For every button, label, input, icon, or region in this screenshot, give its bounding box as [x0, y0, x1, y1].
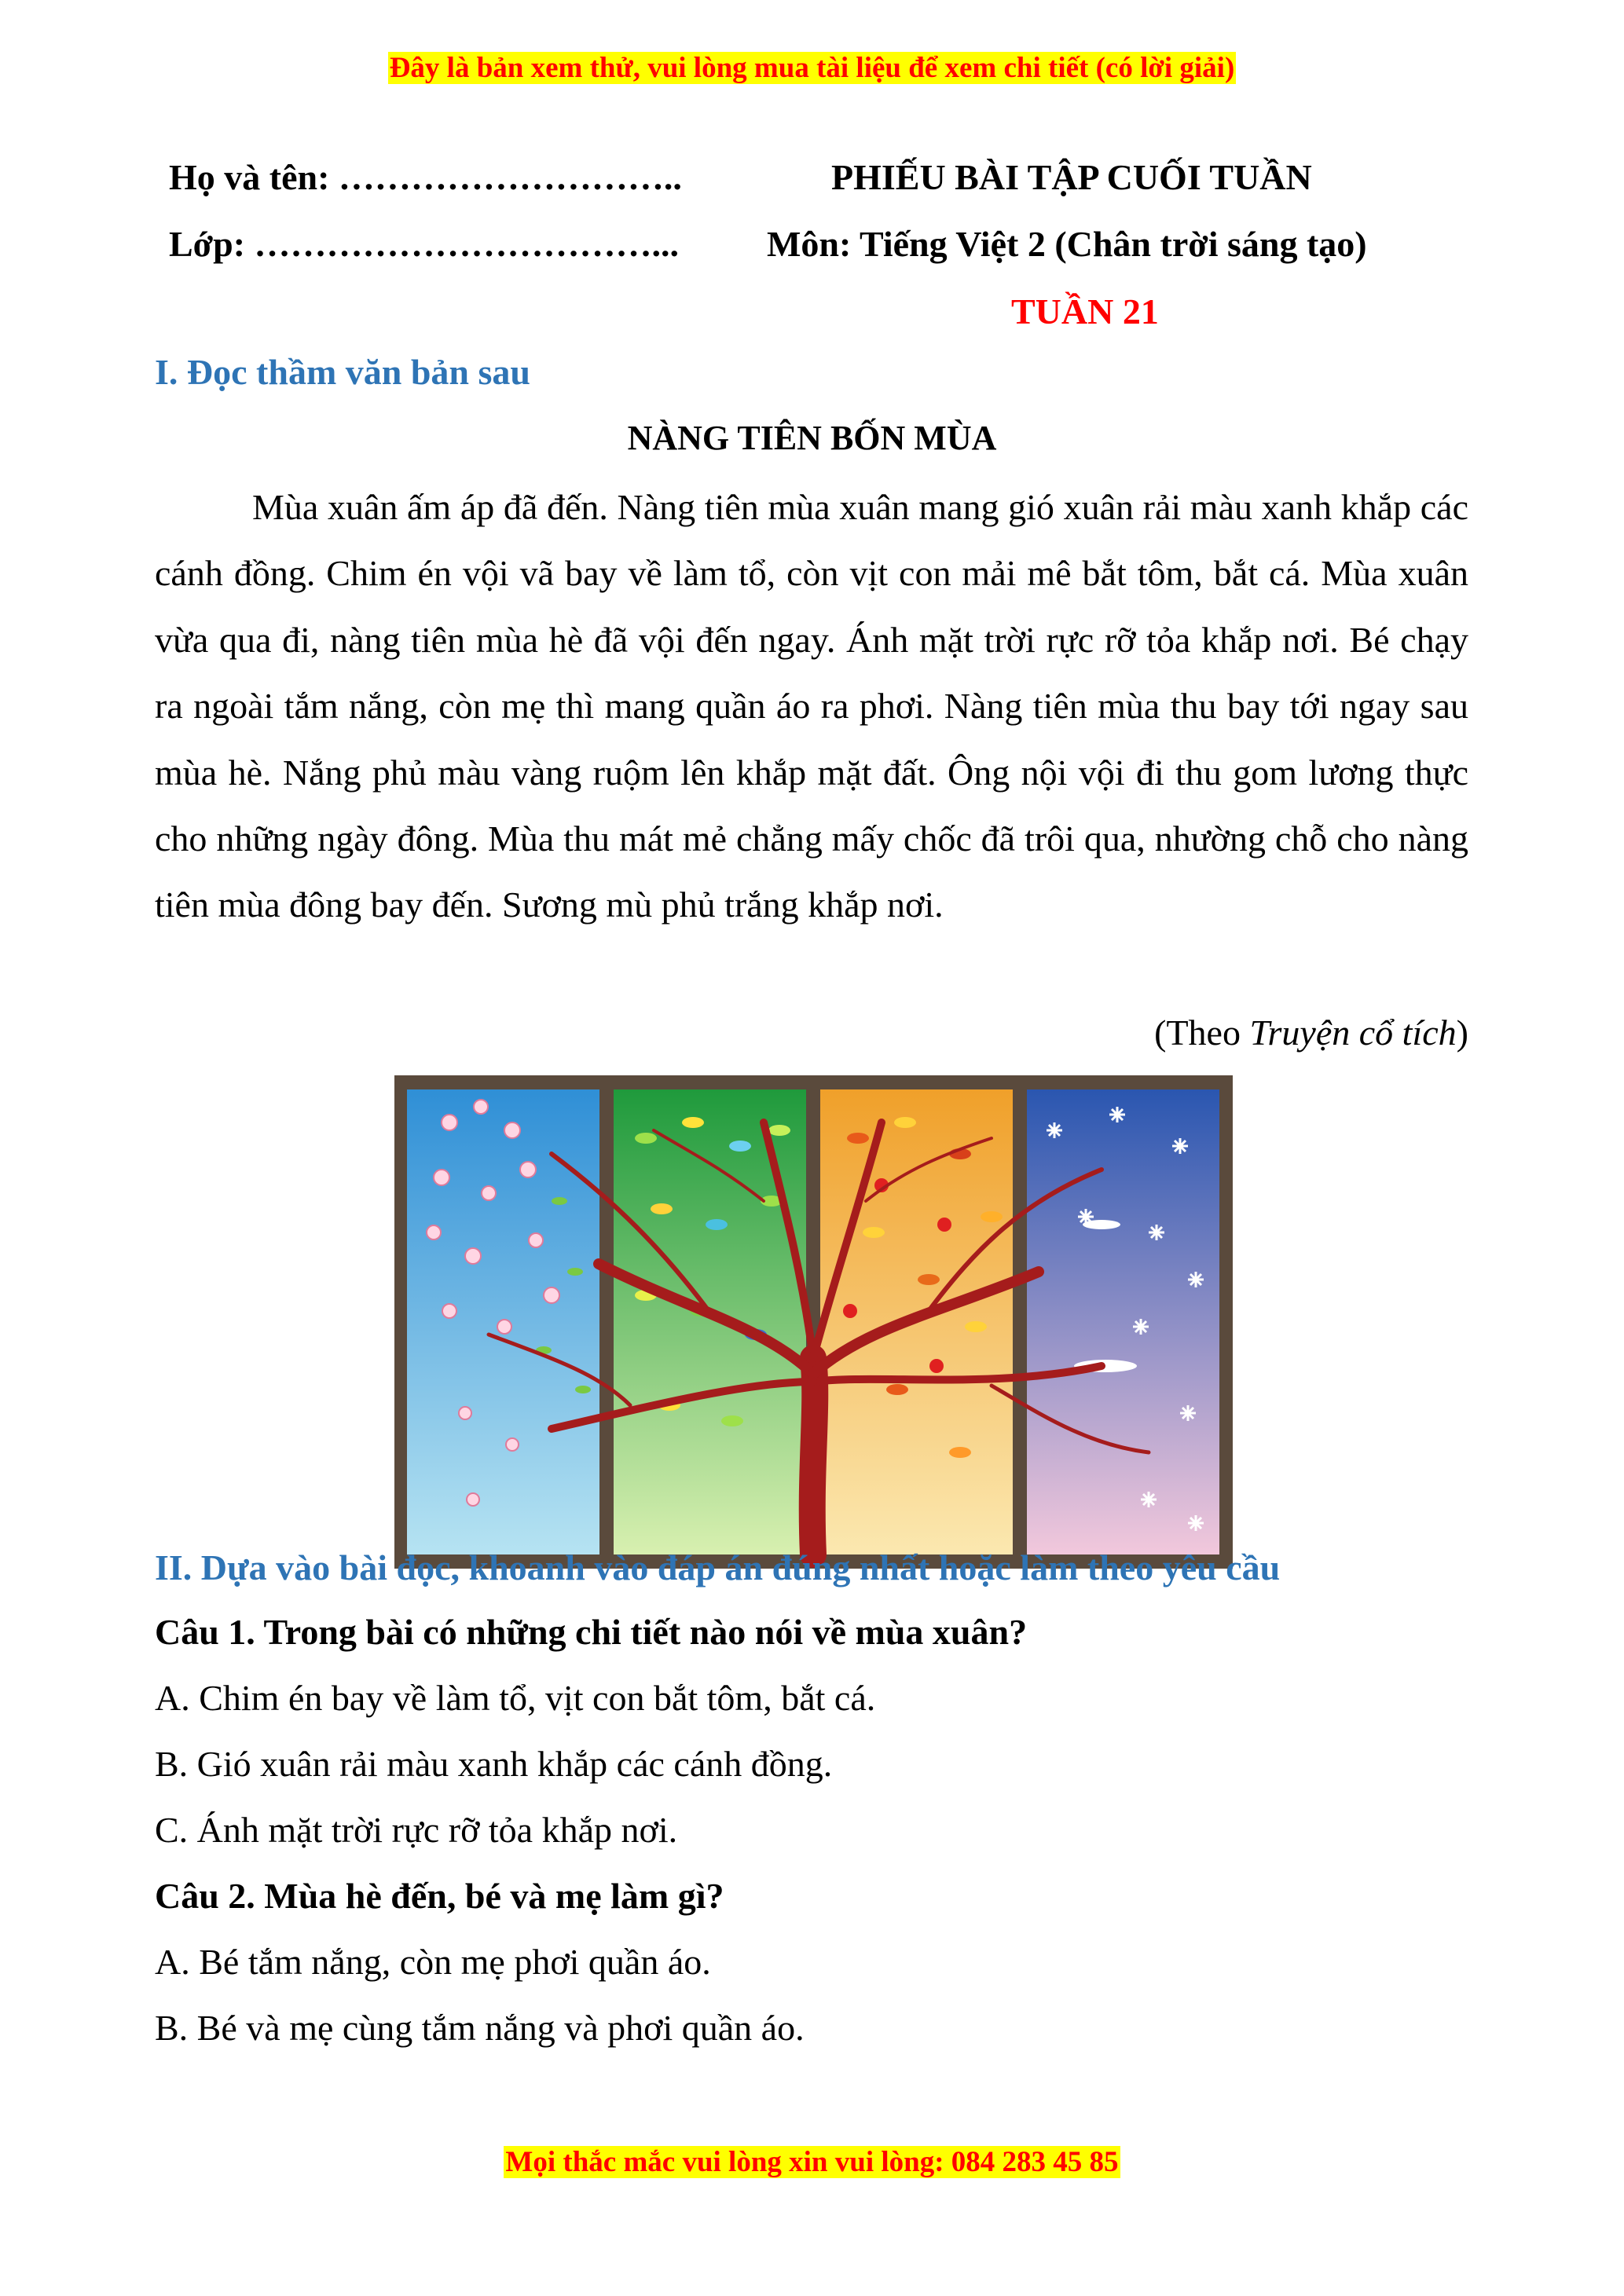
student-name-field: Họ và tên: ……………………….. — [169, 157, 682, 197]
section-1-heading: I. Đọc thầm văn bản sau — [155, 352, 530, 392]
story-paragraph: Mùa xuân ấm áp đã đến. Nàng tiên mùa xuân mang gió xuân rải màu xanh khắp các cánh đồng. Chim én vội vã bay về làm tổ, còn vịt con mải mê bắt tôm, bắt cá. Mùa xuân vừa qua đi, nàng tiên mùa hè đã vội đến ngay. Ánh mặt trời rực rỡ tỏa khắp nơi. Bé chạy ra ngoài tắm nắng, còn mẹ thì mang quần áo ra phơi. Nàng tiên mùa thu bay tới ngay sau mùa hè. Nắng phủ màu vàng ruộm lên khắp mặt đất. Ông nội vội đi thu gom lương thực cho những ngày đông. Mùa thu mát mẻ chẳng mấy chốc đã trôi qua, nhường chỗ cho nàng tiên mùa đông bay đến. Sương mù phủ trắng khắp nơi. — [155, 487, 1468, 925]
preview-notice-text: Đây là bản xem thử, vui lòng mua tài liệu để xem chi tiết (có lời giải) — [389, 52, 1235, 84]
question-1-option-a[interactable]: A. Chim én bay về làm tổ, vịt con bắt tôm, bắt cá. — [155, 1678, 876, 1718]
question-2-option-a[interactable]: A. Bé tắm nắng, còn mẹ phơi quần áo. — [155, 1942, 711, 1982]
class-field: Lớp: ……………………………... — [169, 224, 680, 264]
story-source — [1154, 1009, 1468, 1056]
section-2-heading: II. Dựa vào bài đọc, khoanh vào đáp án đúng nhất hoặc làm theo yêu cầu — [155, 1547, 1281, 1587]
contact-text: Mọi thắc mắc vui lòng xin vui lòng: 084 283 45 85 — [505, 2146, 1119, 2178]
question-1-option-c[interactable]: C. Ánh mặt trời rực rỡ tỏa khắp nơi. — [155, 1810, 678, 1850]
question-2-option-b[interactable]: B. Bé và mẹ cùng tắm nắng và phơi quần áo. — [155, 2008, 805, 2048]
preview-notice-banner — [0, 49, 1624, 88]
week-label: TUẦN 21 — [1011, 291, 1159, 331]
story-title: NÀNG TIÊN BỐN MÙA — [627, 419, 997, 457]
question-1: Câu 1. Trong bài có những chi tiết nào nói về mùa xuân? — [155, 1612, 1028, 1652]
subject-title: Môn: Tiếng Việt 2 (Chân trời sáng tạo) — [767, 224, 1367, 264]
question-2: Câu 2. Mùa hè đến, bé và mẹ làm gì? — [155, 1876, 724, 1916]
worksheet-title: PHIẾU BÀI TẬP CUỐI TUẦN — [831, 157, 1312, 197]
question-1-option-b[interactable]: B. Gió xuân rải màu xanh khắp các cánh đồng. — [155, 1744, 833, 1784]
source-prefix: (Theo — [1154, 1013, 1250, 1053]
contact-banner — [0, 2143, 1624, 2182]
source-suffix: ) — [1456, 1013, 1468, 1053]
four-seasons-tree-illustration — [394, 1075, 1233, 1569]
source-title: Truyện cổ tích — [1249, 1013, 1457, 1053]
